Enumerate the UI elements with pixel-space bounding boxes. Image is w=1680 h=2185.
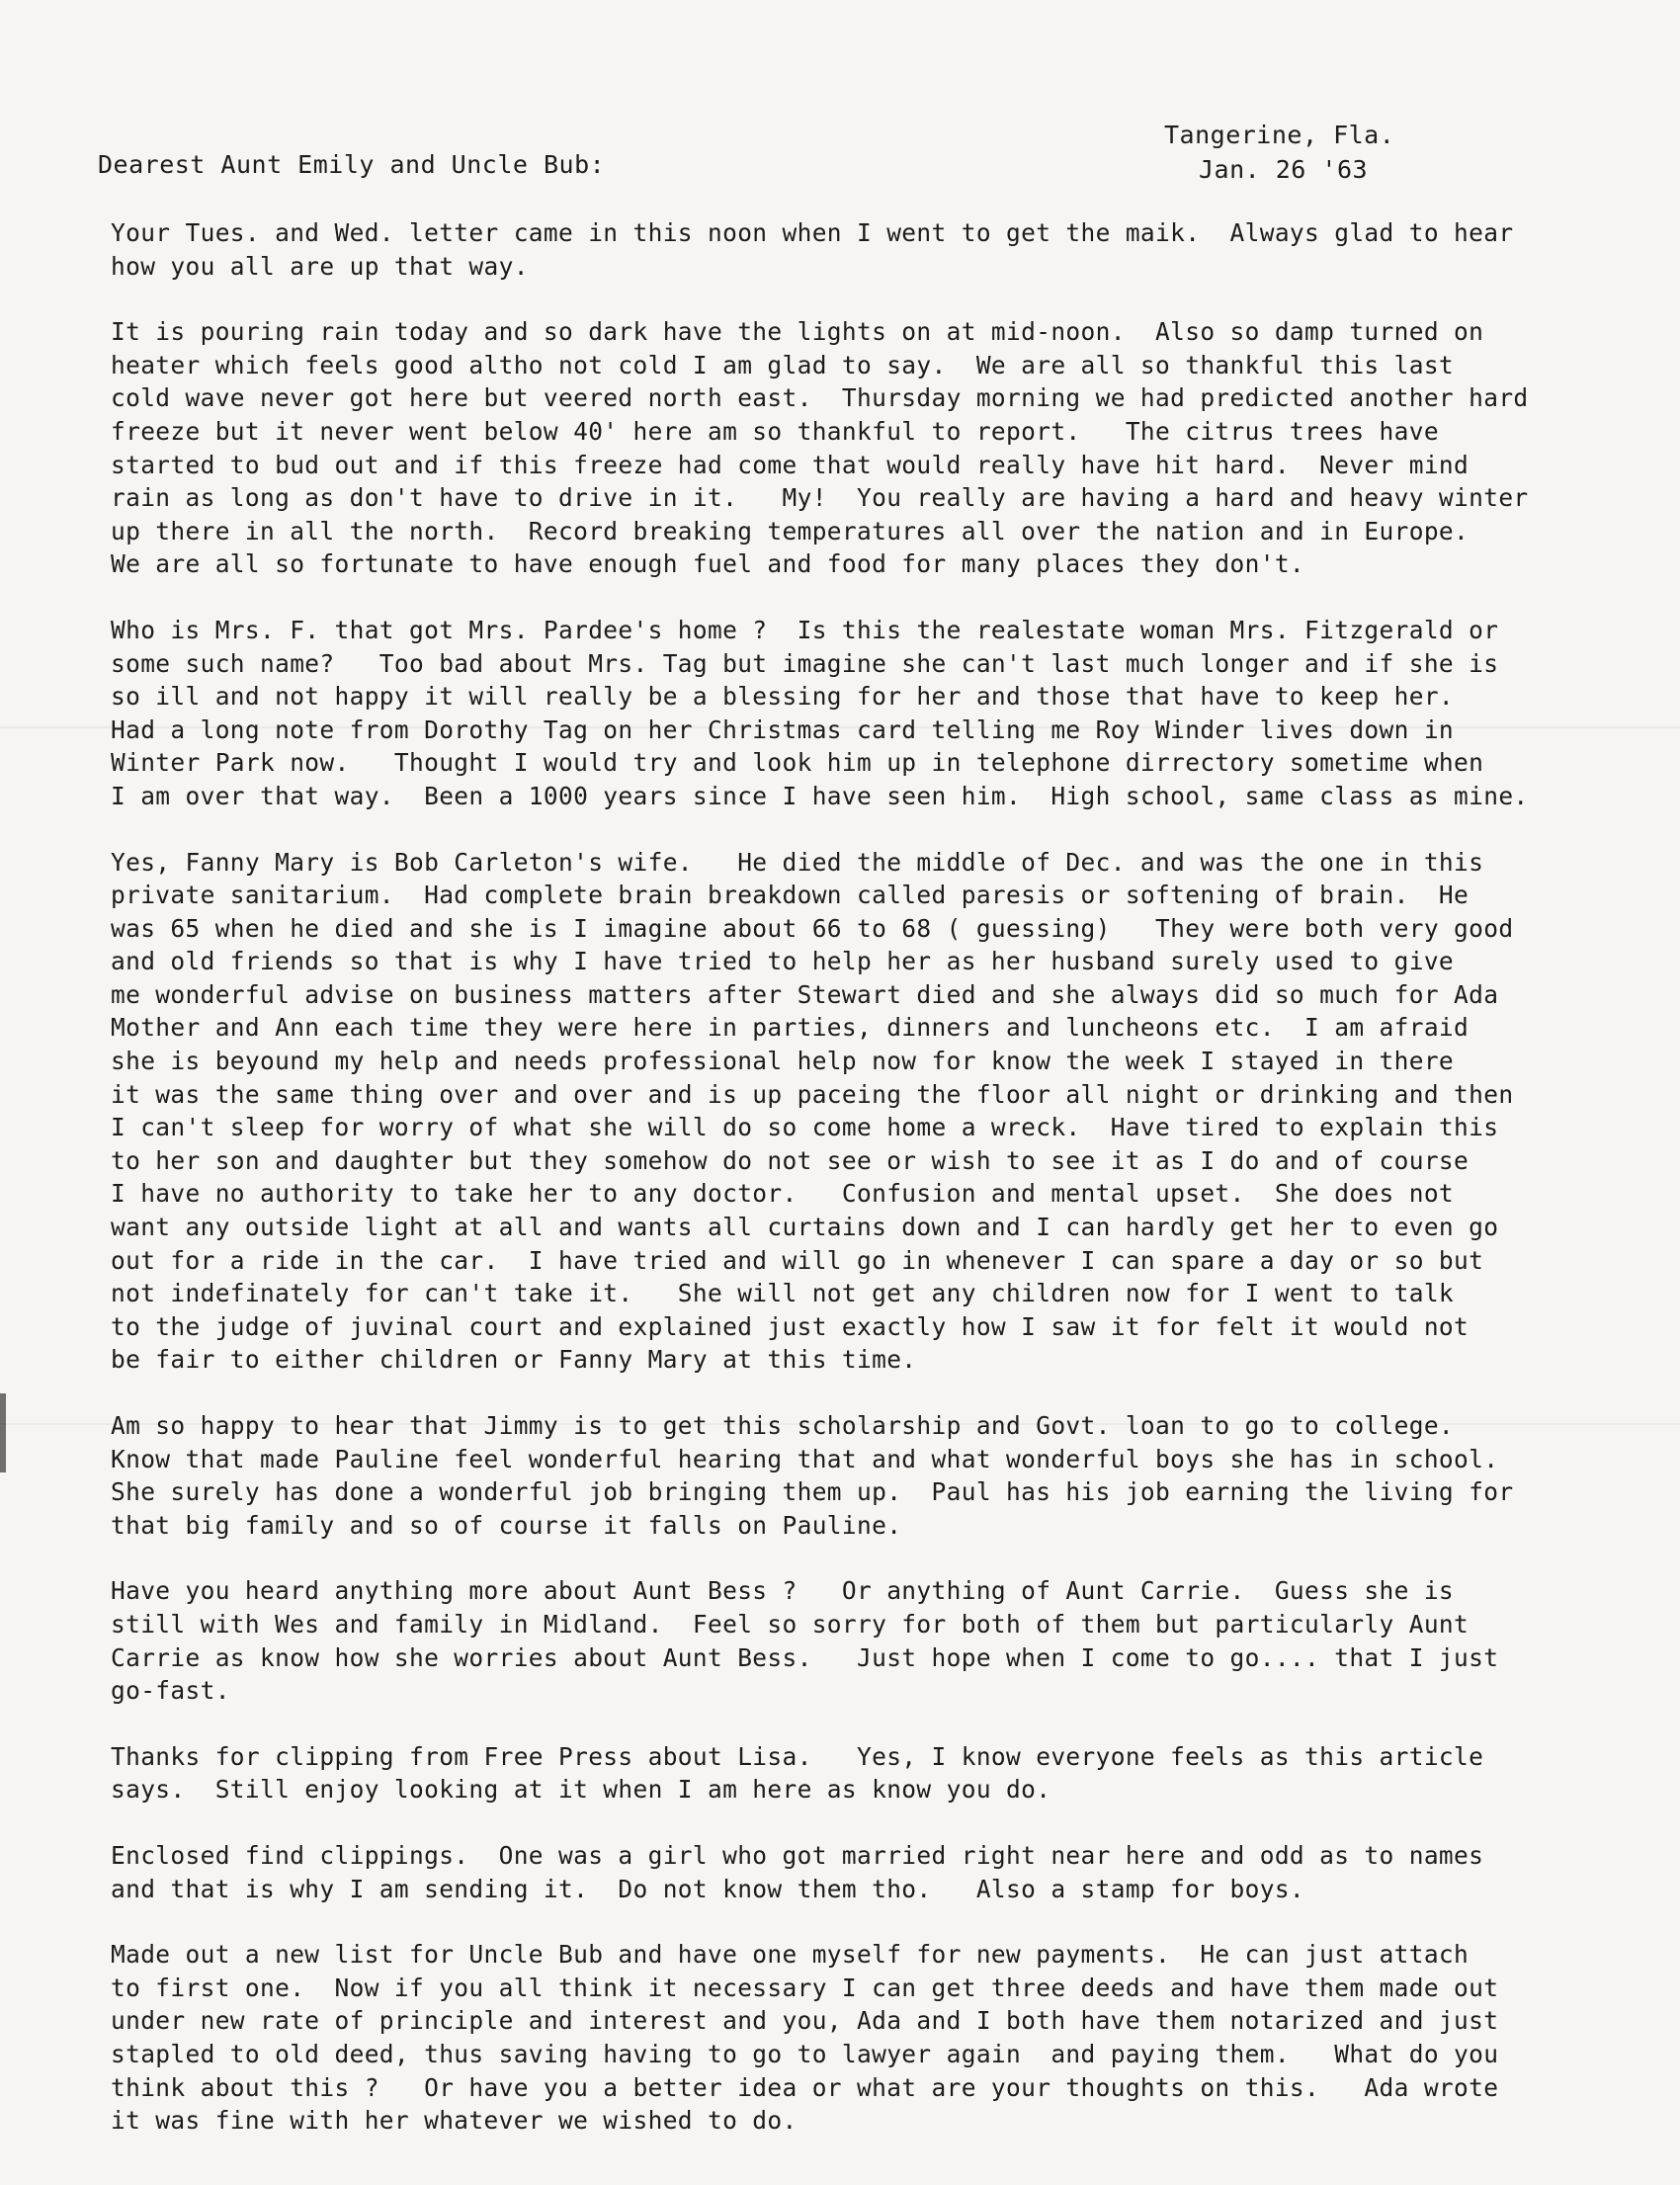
text-line: to her son and daughter but they somehow do not see or wish to see it as I do and of course bbox=[111, 1145, 1470, 1175]
text-line: want any outside light at all and wants all curtains down and I can hardly get her to even go bbox=[111, 1213, 1499, 1242]
letter-paragraph bbox=[111, 315, 1672, 581]
letter-paragraph bbox=[111, 1740, 1672, 1807]
paragraph-gap bbox=[111, 1905, 1672, 1938]
text-line: I have no authority to take her to any doctor. Confusion and mental upset. She does not bbox=[111, 1179, 1455, 1209]
text-line: be fair to either children or Fanny Mary at this time. bbox=[111, 1345, 917, 1375]
text-line: Know that made Pauline feel wonderful hearing that and what wonderful boys she has in school. bbox=[111, 1444, 1499, 1473]
text-line: to first one. Now if you all think it necessary I can get three deeds and have them made out bbox=[111, 1973, 1499, 2002]
text-line: not indefinately for can't take it. She will not get any children now for I went to talk bbox=[111, 1279, 1455, 1308]
paragraph-gap bbox=[111, 1708, 1672, 1740]
text-line: think about this ? Or have you a better idea or what are your thoughts on this. Ada wrote bbox=[111, 2072, 1499, 2102]
letter-place: Tangerine, Fla. bbox=[1164, 121, 1395, 149]
text-line: Had a long note from Dorothy Tag on her Christmas card telling me Roy Winder lives down in bbox=[111, 714, 1455, 744]
text-line: Made out a new list for Uncle Bub and have one myself for new payments. He can just attach bbox=[111, 1940, 1470, 1970]
text-line: started to bud out and if this freeze had come that would really have hit hard. Never mind bbox=[111, 450, 1470, 479]
text-line: Your Tues. and Wed. letter came in this noon when I went to get the maik. Always glad to hear bbox=[111, 218, 1514, 247]
letter-paragraph bbox=[111, 1839, 1672, 1905]
letter-salutation: Dearest Aunt Emily and Uncle Bub: bbox=[98, 150, 606, 179]
text-line: still with Wes and family in Midland. Feel so sorry for both of them but particularly Aunt bbox=[111, 1609, 1470, 1639]
text-line: me wonderful advise on business matters after Stewart died and she always did so much for Ada bbox=[111, 979, 1499, 1009]
text-line: Yes, Fanny Mary is Bob Carleton's wife. He died the middle of Dec. and was the one in this bbox=[111, 847, 1484, 877]
letter-paragraph bbox=[111, 846, 1672, 1378]
text-line: stapled to old deed, thus saving having to go to lawyer again and paying them. What do you bbox=[111, 2039, 1499, 2068]
text-line: out for a ride in the car. I have tried and will go in whenever I can spare a day or so but bbox=[111, 1245, 1484, 1275]
text-line: Carrie as know how she worries about Aunt Bess. Just hope when I come to go.... that I just bbox=[111, 1642, 1499, 1672]
text-line: rain as long as don't have to drive in it. My! You really are having a hard and heavy winter bbox=[111, 483, 1529, 513]
text-line: up there in all the north. Record breaking temperatures all over the nation and in Europe. bbox=[111, 516, 1470, 546]
text-line: Who is Mrs. F. that got Mrs. Pardee's home ? Is this the realestate woman Mrs. Fitzgerald or bbox=[111, 615, 1499, 644]
text-line: it was fine with her whatever we wished to do. bbox=[111, 2106, 798, 2136]
letter-paragraph bbox=[111, 614, 1672, 813]
text-line: says. Still enjoy looking at it when I am here as know you do. bbox=[111, 1775, 1051, 1805]
paragraph-gap bbox=[111, 283, 1672, 315]
text-line: how you all are up that way. bbox=[111, 251, 529, 281]
text-line: and old friends so that is why I have tried to help her as her husband surely used to give bbox=[111, 947, 1455, 976]
text-line: cold wave never got here but veered north east. Thursday morning we had predicted another hard bbox=[111, 383, 1529, 413]
letter-paragraph bbox=[111, 1574, 1672, 1707]
text-line: I am over that way. Been a 1000 years since I have seen him. High school, same class as mine. bbox=[111, 781, 1529, 810]
text-line: and that is why I am sending it. Do not know them tho. Also a stamp for boys. bbox=[111, 1874, 1305, 1903]
paragraph-gap bbox=[111, 581, 1672, 614]
letter-paragraph bbox=[111, 216, 1672, 283]
text-line: some such name? Too bad about Mrs. Tag but imagine she can't last much longer and if she is bbox=[111, 648, 1499, 678]
paragraph-gap bbox=[111, 1377, 1672, 1409]
text-line: I can't sleep for worry of what she will do so come home a wreck. Have tired to explain this bbox=[111, 1113, 1499, 1142]
text-line: under new rate of principle and interest and you, Ada and I both have them notarized and just bbox=[111, 2006, 1499, 2036]
letter-paragraph bbox=[111, 1409, 1672, 1542]
text-line: Winter Park now. Thought I would try and look him up in telephone dirrectory sometime when bbox=[111, 748, 1484, 778]
scan-edge-shadow bbox=[0, 1393, 6, 1472]
paragraph-gap bbox=[111, 1807, 1672, 1839]
text-line: so ill and not happy it will really be a blessing for her and those that have to keep her. bbox=[111, 682, 1455, 712]
paragraph-gap bbox=[111, 813, 1672, 846]
paragraph-gap bbox=[111, 1542, 1672, 1574]
text-line: it was the same thing over and over and is up paceing the floor all night or drinking and then bbox=[111, 1079, 1514, 1109]
text-line: go-fast. bbox=[111, 1676, 230, 1706]
text-line: private sanitarium. Had complete brain breakdown called paresis or softening of brain. He bbox=[111, 881, 1470, 910]
text-line: to the judge of juvinal court and explained just exactly how I saw it for felt it would not bbox=[111, 1311, 1470, 1341]
text-line: She surely has done a wonderful job bringing them up. Paul has his job earning the living for bbox=[111, 1477, 1514, 1507]
letter-paragraph bbox=[111, 1938, 1672, 2138]
text-line: Am so happy to hear that Jimmy is to get this scholarship and Govt. loan to go to college. bbox=[111, 1411, 1455, 1440]
text-line: freeze but it never went below 40' here am so thankful to report. The citrus trees have bbox=[111, 416, 1439, 446]
letter-date: Jan. 26 '63 bbox=[1199, 155, 1369, 184]
text-line: Enclosed find clippings. One was a girl who got married right near here and odd as to names bbox=[111, 1840, 1484, 1870]
text-line: Mother and Ann each time they were here in parties, dinners and luncheons etc. I am afraid bbox=[111, 1013, 1470, 1043]
text-line: that big family and so of course it falls on Pauline. bbox=[111, 1510, 902, 1540]
text-line: was 65 when he died and she is I imagine about 66 to 68 ( guessing) They were both very good bbox=[111, 913, 1514, 943]
text-line: Thanks for clipping from Free Press about Lisa. Yes, I know everyone feels as this article bbox=[111, 1741, 1484, 1771]
text-line: It is pouring rain today and so dark have the lights on at mid-noon. Also so damp turned on bbox=[111, 317, 1484, 347]
text-line: she is beyound my help and needs professional help now for know the week I stayed in there bbox=[111, 1047, 1455, 1076]
text-line: heater which feels good altho not cold I am glad to say. We are all so thankful this last bbox=[111, 350, 1455, 379]
letter-body bbox=[111, 216, 1672, 2138]
text-line: Have you heard anything more about Aunt Bess ? Or anything of Aunt Carrie. Guess she is bbox=[111, 1576, 1455, 1606]
text-line: We are all so fortunate to have enough fuel and food for many places they don't. bbox=[111, 549, 1305, 579]
